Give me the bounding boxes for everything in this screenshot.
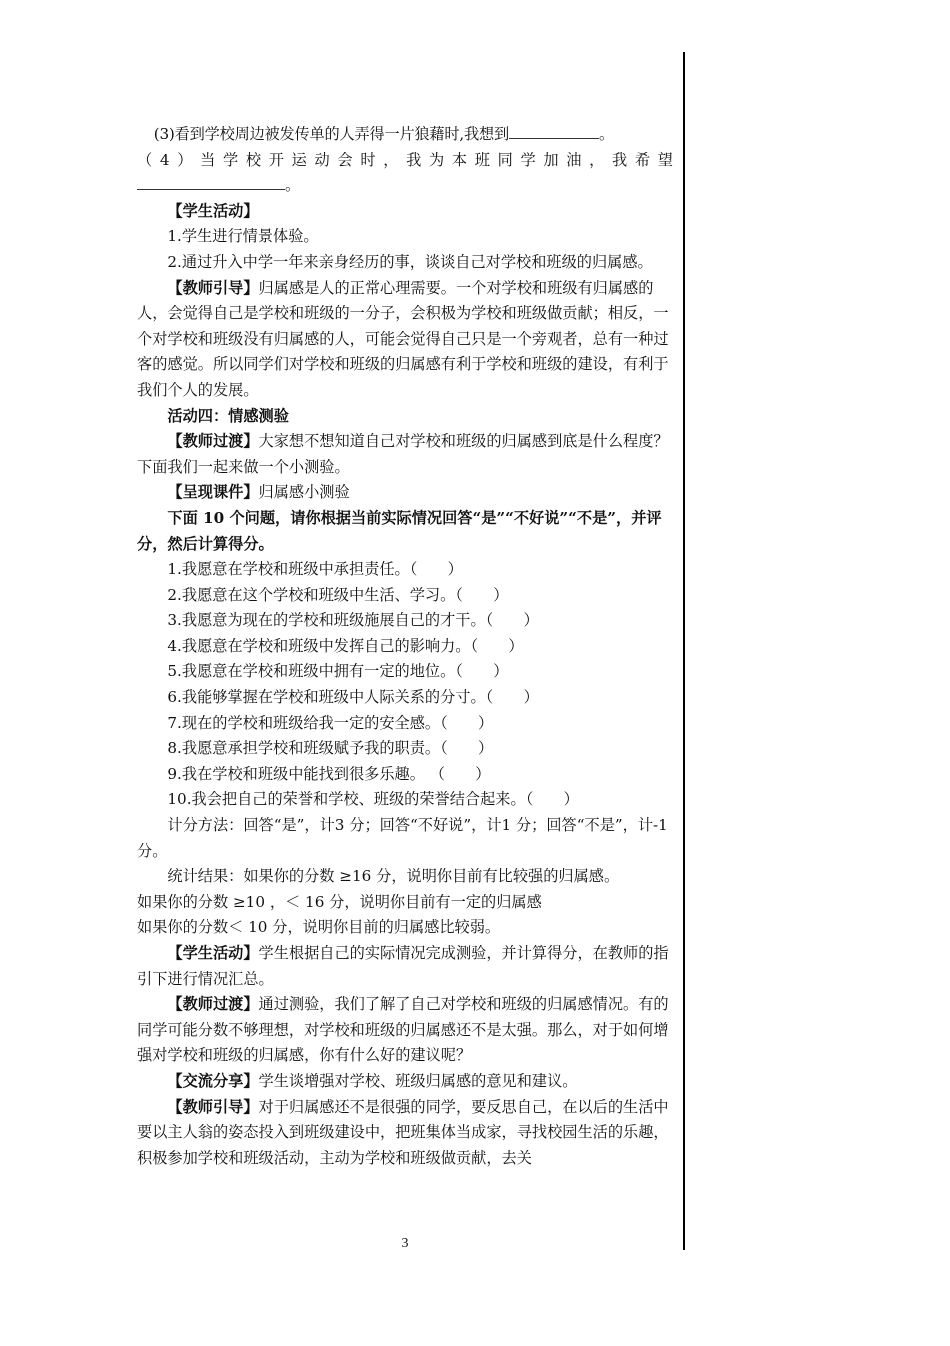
quiz-instruction: 下面 10 个问题，请你根据当前实际情况回答“是”“不好说”“不是”，并评分，然后计算得分。 [137,508,662,553]
quiz-question: 4.我愿意在学校和班级中发挥自己的影响力。（ ） [167,636,524,655]
scoring-method: 计分方法：回答“是”，计3 分；回答“不好说”，计1 分；回答“不是”，计-1 分。 [137,816,668,860]
activity-four-heading: 活动四：情感测验 [167,406,289,425]
quiz-question: 10.我会把自己的荣誉和学校、班级的荣誉结合起来。（ ） [167,790,579,809]
result-line-2: 如果你的分数 ≥10 ，＜ 16 分，说明你目前有一定的归属感 [137,892,542,911]
result-line-1: 统计结果：如果你的分数 ≥16 分，说明你目前有比较强的归属感。 [167,867,620,886]
fill-blank [509,124,599,139]
teacher-guide-paragraph: 【教师引导】归属感是人的正常心理需要。一个对学校和班级有归属感的人，会觉得自己是学校和班级的一分子，会积极为学校和班级做贡献；相反，一个对学校和班级没有归属感的人，可能会觉得自己只是一个旁观者，总有一种过客的感觉。所以同学们对学校和班级的归属感有利于学校和班级的建设，有利于我们个人的发展。 [137,278,669,399]
quiz-question: 9.我在学校和班级中能找到很多乐趣。 （ ） [167,764,491,783]
quiz-question: 3.我愿意为现在的学校和班级施展自己的才干。（ ） [167,611,539,630]
quiz-question: 7.现在的学校和班级给我一定的安全感。（ ） [167,713,494,732]
fill-blank [137,175,285,190]
question-4-continuation: 。 [137,173,679,199]
student-activity-item-2: 2.通过升入中学一年来亲身经历的事，谈谈自己对学校和班级的归属感。 [167,252,653,271]
student-activity-heading: 【学生活动】 [167,201,259,220]
quiz-question: 5.我愿意在学校和班级中拥有一定的地位。（ ） [167,662,509,681]
teacher-transition-paragraph-2: 【教师过渡】通过测验，我们了解了自己对学校和班级的归属感情况。有的同学可能分数不够理想，对学校和班级的归属感还不是太强。那么，对于如何增强对学校和班级的归属感，你有什么好的建议呢？ [137,995,669,1065]
quiz-question: 1.我愿意在学校和班级中承担责任。（ ） [167,560,463,579]
quiz-question: 6.我能够掌握在学校和班级中人际关系的分寸。（ ） [167,688,539,707]
quiz-question: 2.我愿意在这个学校和班级中生活、学习。（ ） [167,585,509,604]
student-activity-item-1: 1.学生进行情景体验。 [167,227,319,246]
right-margin-rule [683,52,685,1250]
teacher-guide-paragraph-2: 【教师引导】对于归属感还不是很强的同学，要反思自己，在以后的生活中要以主人翁的姿态投入到班级建设中，把班集体当成家，寻找校园生活的乐趣，积极参加学校和班级活动，主动为学校和班级做贡献，去关 [137,1097,669,1167]
question-4-line: （4）当学校开运动会时，我为本班同学加油，我希望 [137,150,679,169]
exchange-share-paragraph: 【交流分享】学生谈增强对学校、班级归属感的意见和建议。 [167,1071,578,1090]
courseware-line: 【呈现课件】归属感小测验 [167,483,350,502]
student-activity-paragraph: 【学生活动】学生根据自己的实际情况完成测验，并计算得分，在教师的指引下进行情况汇总。 [137,944,669,988]
page-number: 3 [401,1236,409,1251]
teacher-transition-paragraph: 【教师过渡】大家想不想知道自己对学校和班级的归属感到底是什么程度？下面我们一起来做一个小测验。 [137,432,669,476]
result-line-3: 如果你的分数＜ 10 分，说明你目前的归属感比较弱。 [137,918,501,937]
quiz-question: 8.我愿意承担学校和班级赋予我的职责。（ ） [167,739,494,758]
document-body [137,122,679,1171]
question-3-line: (3)看到学校周边被发传单的人弄得一片狼藉时,我想到 。 [153,125,614,143]
